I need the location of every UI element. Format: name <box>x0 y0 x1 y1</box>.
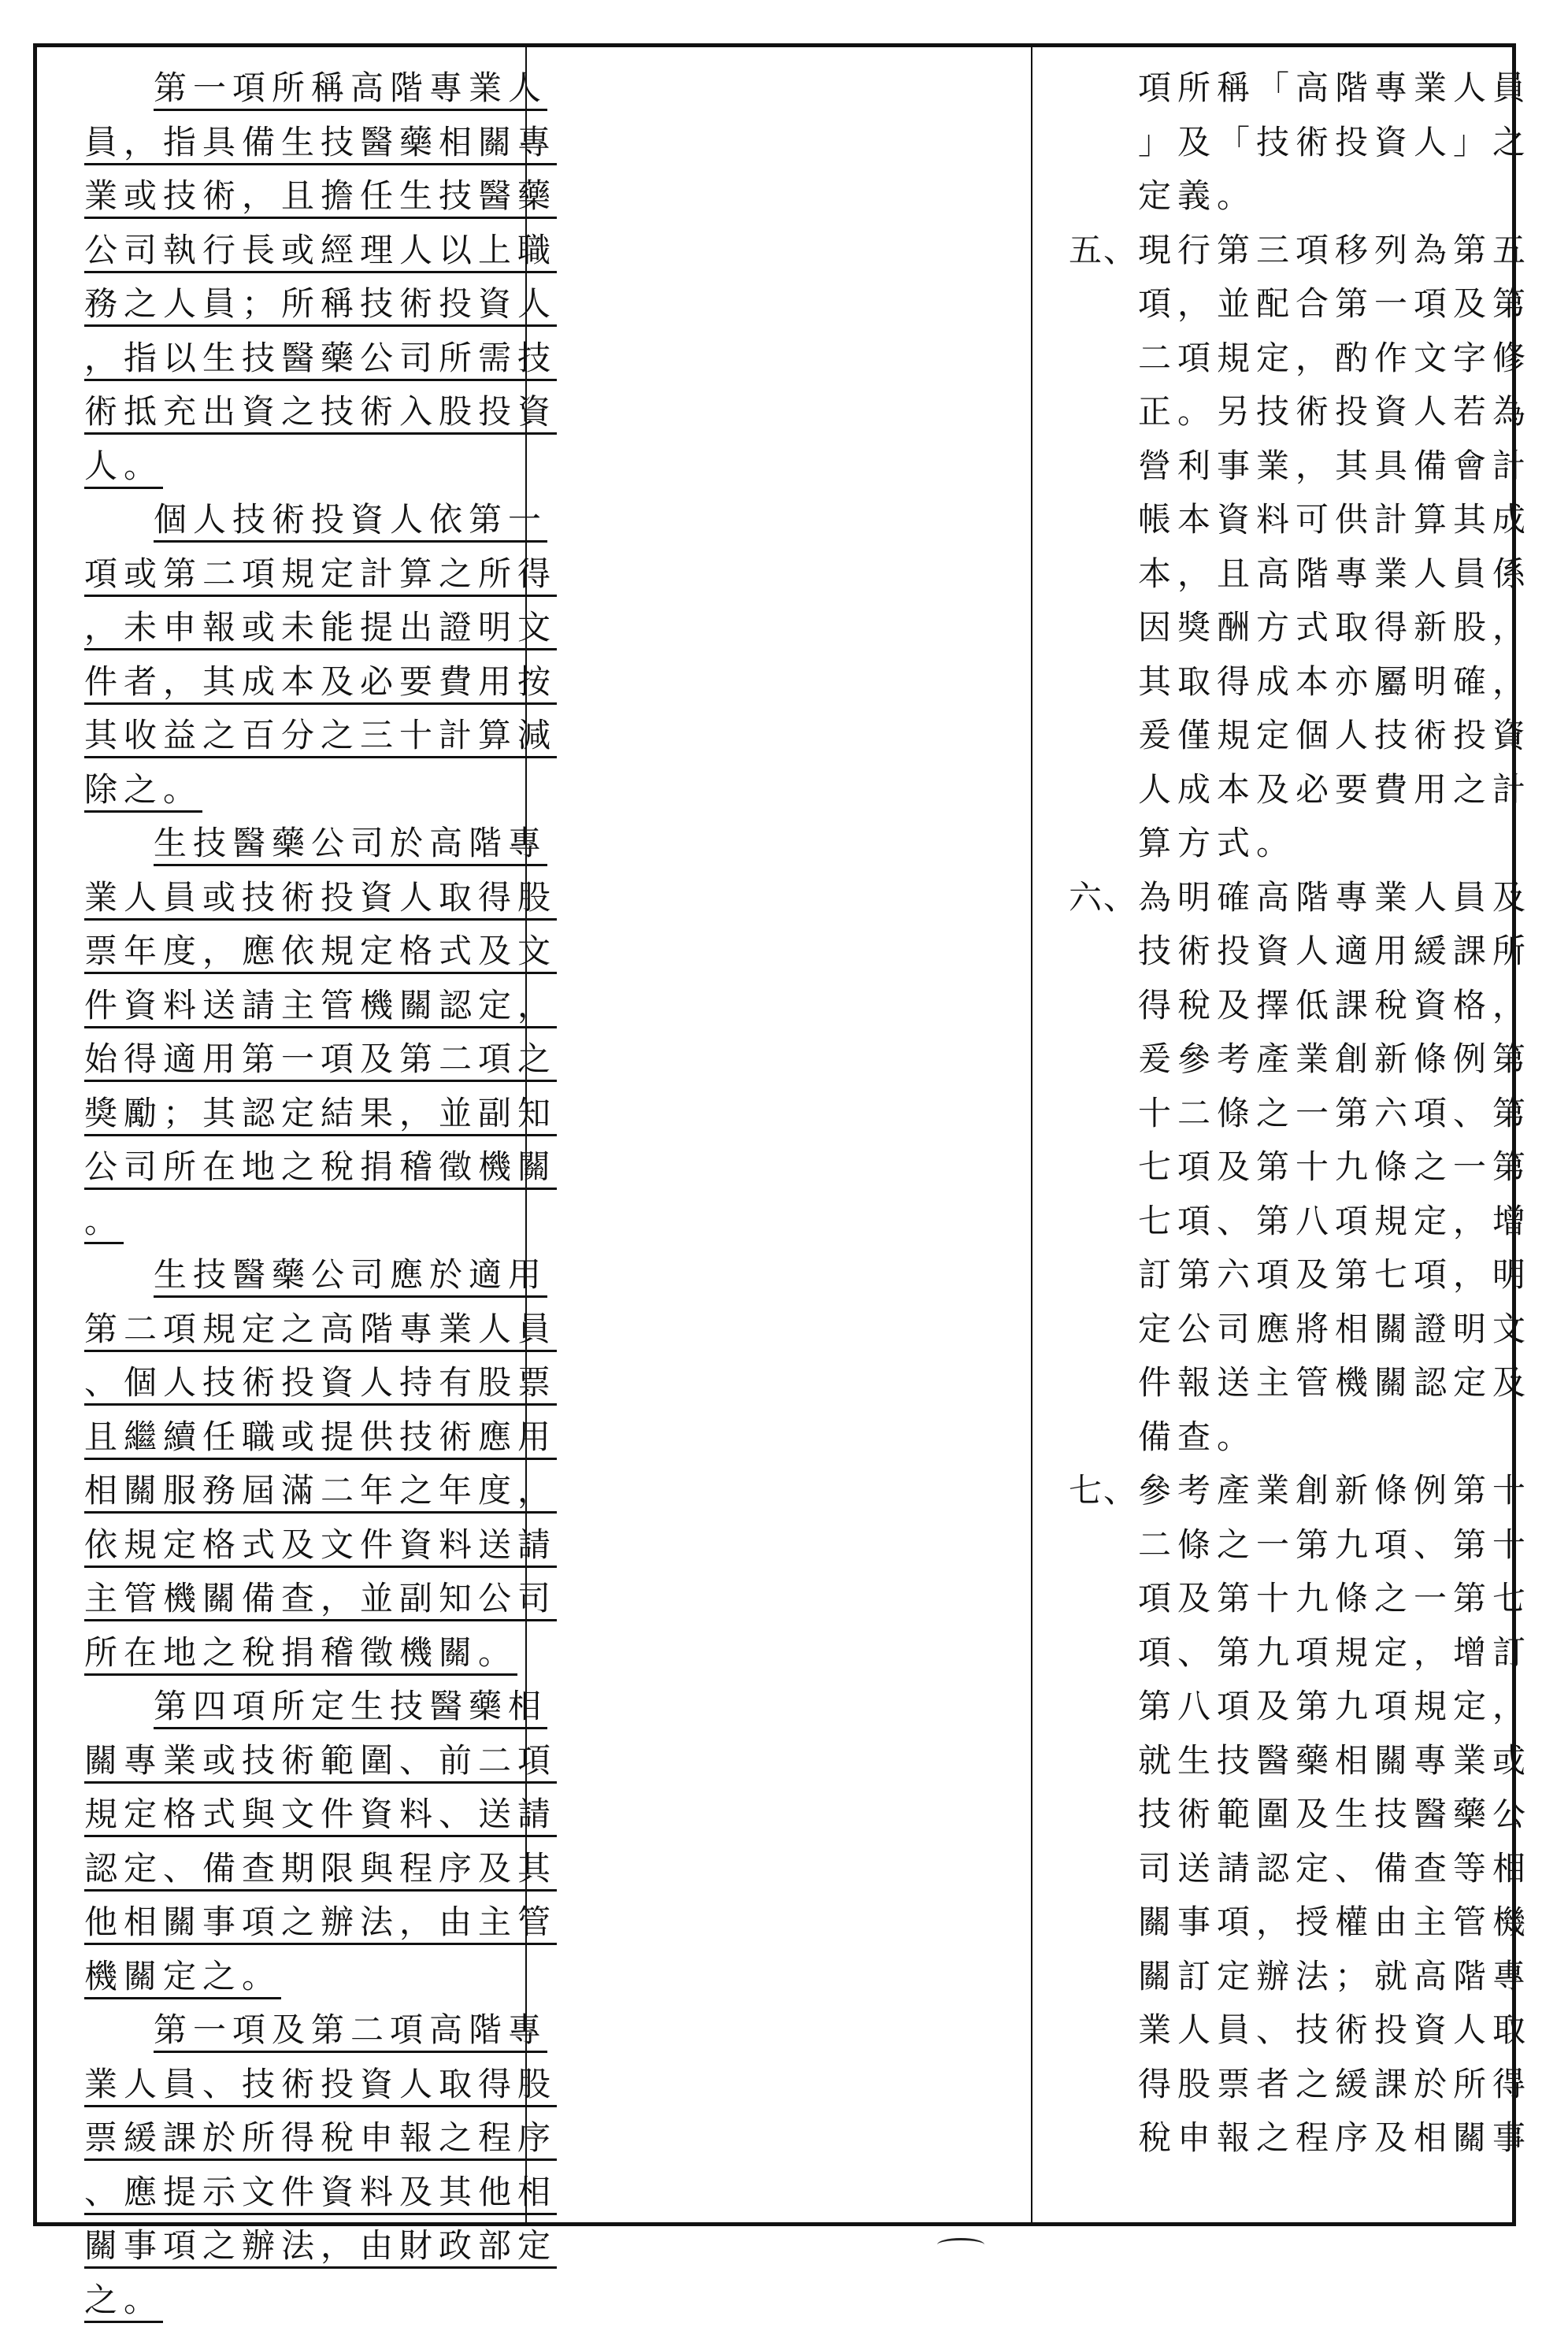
provision-line: 票緩課於所得稅申報之程序 <box>84 2111 525 2166</box>
explanation-line: 得稅及擇低課稅資格， <box>1138 979 1532 1033</box>
provision-line: 所在地之稅捐稽徵機關。 <box>84 1626 525 1680</box>
column-divider <box>1031 47 1032 2222</box>
explanation-note <box>1069 871 1510 1465</box>
explanation-line: 其取得成本亦屬明確， <box>1138 655 1532 710</box>
provision-line: 件者，其成本及必要費用按 <box>84 655 525 710</box>
provision-line: 業人員或技術投資人取得股 <box>84 871 525 925</box>
explanation-line: 關事項，授權由主管機 <box>1138 1895 1532 1950</box>
note-number: 六、 <box>1069 871 1138 1465</box>
provision-line: 關專業或技術範圍、前二項 <box>84 1734 525 1788</box>
provision-line: 公司所在地之稅捐稽徵機關 <box>84 1140 525 1195</box>
explanation-line: 技術範圍及生技醫藥公 <box>1138 1788 1532 1842</box>
provision-line: 項或第二項規定計算之所得 <box>84 547 525 602</box>
explanation-line: 七項、第八項規定，增 <box>1138 1195 1532 1249</box>
explanation-note <box>1069 224 1510 871</box>
provision-line: 除之。 <box>84 763 525 817</box>
explanation-note <box>1069 1464 1510 2166</box>
explanation-line: 本，且高階專業人員係 <box>1138 547 1532 602</box>
explanation-line: 備查。 <box>1138 1410 1532 1465</box>
provision-line: 術抵充出資之技術入股投資 <box>84 385 525 439</box>
explanation-line: 定義。 <box>1069 169 1510 224</box>
explanation-line: 定公司應將相關證明文 <box>1138 1302 1532 1357</box>
provision-line: 關事項之辦法，由財政部定 <box>84 2219 525 2273</box>
provision-line: 獎勵；其認定結果，並副知 <box>84 1087 525 1141</box>
provision-line: 機關定之。 <box>84 1950 525 2004</box>
explanation-line: 業人員、技術投資人取 <box>1138 2003 1532 2058</box>
explanation-line: 司送請認定、備查等相 <box>1138 1842 1532 1896</box>
provision-line: 其收益之百分之三十計算減 <box>84 709 525 763</box>
note-number: 七、 <box>1069 1464 1138 2166</box>
provision-paragraph <box>84 2003 525 2327</box>
provision-line: 件資料送請主管機關認定， <box>84 979 525 1033</box>
provision-line: 業人員、技術投資人取得股 <box>84 2058 525 2112</box>
explanation-line: 件報送主管機關認定及 <box>1138 1356 1532 1410</box>
provision-line: 票年度，應依規定格式及文 <box>84 925 525 979</box>
provision-line: 第四項所定生技醫藥相 <box>84 1680 525 1734</box>
explanation-line: 現行第三項移列為第五 <box>1138 224 1532 278</box>
provision-line: 第二項規定之高階專業人員 <box>84 1302 525 1357</box>
explanation-line: 七項及第十九條之一第 <box>1138 1140 1532 1195</box>
document-table <box>33 43 1516 2226</box>
explanation-line: 人成本及必要費用之計 <box>1138 763 1532 817</box>
provision-line: 依規定格式及文件資料送請 <box>84 1518 525 1573</box>
explanation-continuation <box>1069 61 1510 224</box>
provision-paragraph <box>84 61 525 493</box>
provision-line: 相關服務屆滿二年之年度， <box>84 1464 525 1518</box>
explanation-line: 技術投資人適用緩課所 <box>1138 925 1532 979</box>
explanation-line: 爰參考產業創新條例第 <box>1138 1032 1532 1087</box>
provision-line: 個人技術投資人依第一 <box>84 493 525 547</box>
explanation-line: 因獎酬方式取得新股， <box>1138 601 1532 655</box>
explanation-line: 就生技醫藥相關專業或 <box>1138 1734 1532 1788</box>
provision-line: 始得適用第一項及第二項之 <box>84 1032 525 1087</box>
explanation-line: 帳本資料可供計算其成 <box>1138 493 1532 547</box>
explanation-line: 項所稱「高階專業人員 <box>1069 61 1510 116</box>
provision-line: 、應提示文件資料及其他相 <box>84 2166 525 2220</box>
provision-line: 規定格式與文件資料、送請 <box>84 1788 525 1842</box>
provision-line: ，指以生技醫藥公司所需技 <box>84 332 525 386</box>
provision-line: 業或技術，且擔任生技醫藥 <box>84 169 525 224</box>
provision-line: 員，指具備生技醫藥相關專 <box>84 116 525 170</box>
explanation-line: 爰僅規定個人技術投資 <box>1138 709 1532 763</box>
explanation-line: 項及第十九條之一第七 <box>1138 1572 1532 1626</box>
provision-line: 公司執行長或經理人以上職 <box>84 224 525 278</box>
explanation-column <box>1069 61 1510 2166</box>
provision-line: 生技醫藥公司應於適用 <box>84 1248 525 1302</box>
explanation-line: 十二條之一第六項、第 <box>1138 1087 1532 1141</box>
provision-paragraph <box>84 1680 525 2003</box>
provision-line: 。 <box>84 1195 525 1249</box>
provision-line: 務之人員；所稱技術投資人 <box>84 277 525 332</box>
explanation-line: 二條之一第九項、第十 <box>1138 1518 1532 1573</box>
explanation-line: 關訂定辦法；就高階專 <box>1138 1950 1532 2004</box>
provision-line: 且繼續任職或提供技術應用 <box>84 1410 525 1465</box>
explanation-line: 稅申報之程序及相關事 <box>1138 2111 1532 2166</box>
provision-line: ，未申報或未能提出證明文 <box>84 601 525 655</box>
explanation-line: 正。另技術投資人若為 <box>1138 385 1532 439</box>
provision-line: 第一項及第二項高階專 <box>84 2003 525 2058</box>
amended-text-column <box>84 61 525 2327</box>
provision-line: 生技醫藥公司於高階專 <box>84 817 525 871</box>
note-number: 五、 <box>1069 224 1138 871</box>
provision-line: 第一項所稱高階專業人 <box>84 61 525 116</box>
provision-line: 他相關事項之辦法，由主管 <box>84 1895 525 1950</box>
explanation-line: 得股票者之緩課於所得 <box>1138 2058 1532 2112</box>
scan-mark <box>937 2238 984 2251</box>
provision-line: 認定、備查期限與程序及其 <box>84 1842 525 1896</box>
provision-line: 、個人技術投資人持有股票 <box>84 1356 525 1410</box>
provision-paragraph <box>84 1248 525 1680</box>
explanation-line: 第八項及第九項規定， <box>1138 1680 1532 1734</box>
explanation-line: 算方式。 <box>1138 817 1532 871</box>
explanation-line: 為明確高階專業人員及 <box>1138 871 1532 925</box>
explanation-line: 參考產業創新條例第十 <box>1138 1464 1532 1518</box>
provision-line: 之。 <box>84 2273 525 2327</box>
provision-paragraph <box>84 493 525 817</box>
provision-line: 主管機關備查，並副知公司 <box>84 1572 525 1626</box>
explanation-line: 」及「技術投資人」之 <box>1069 116 1510 170</box>
explanation-line: 項、第九項規定，增訂 <box>1138 1626 1532 1680</box>
provision-paragraph <box>84 817 525 1248</box>
explanation-line: 訂第六項及第七項，明 <box>1138 1248 1532 1302</box>
provision-line: 人。 <box>84 439 525 494</box>
explanation-line: 項，並配合第一項及第 <box>1138 277 1532 332</box>
explanation-line: 營利事業，其具備會計 <box>1138 439 1532 494</box>
explanation-line: 二項規定，酌作文字修 <box>1138 332 1532 386</box>
